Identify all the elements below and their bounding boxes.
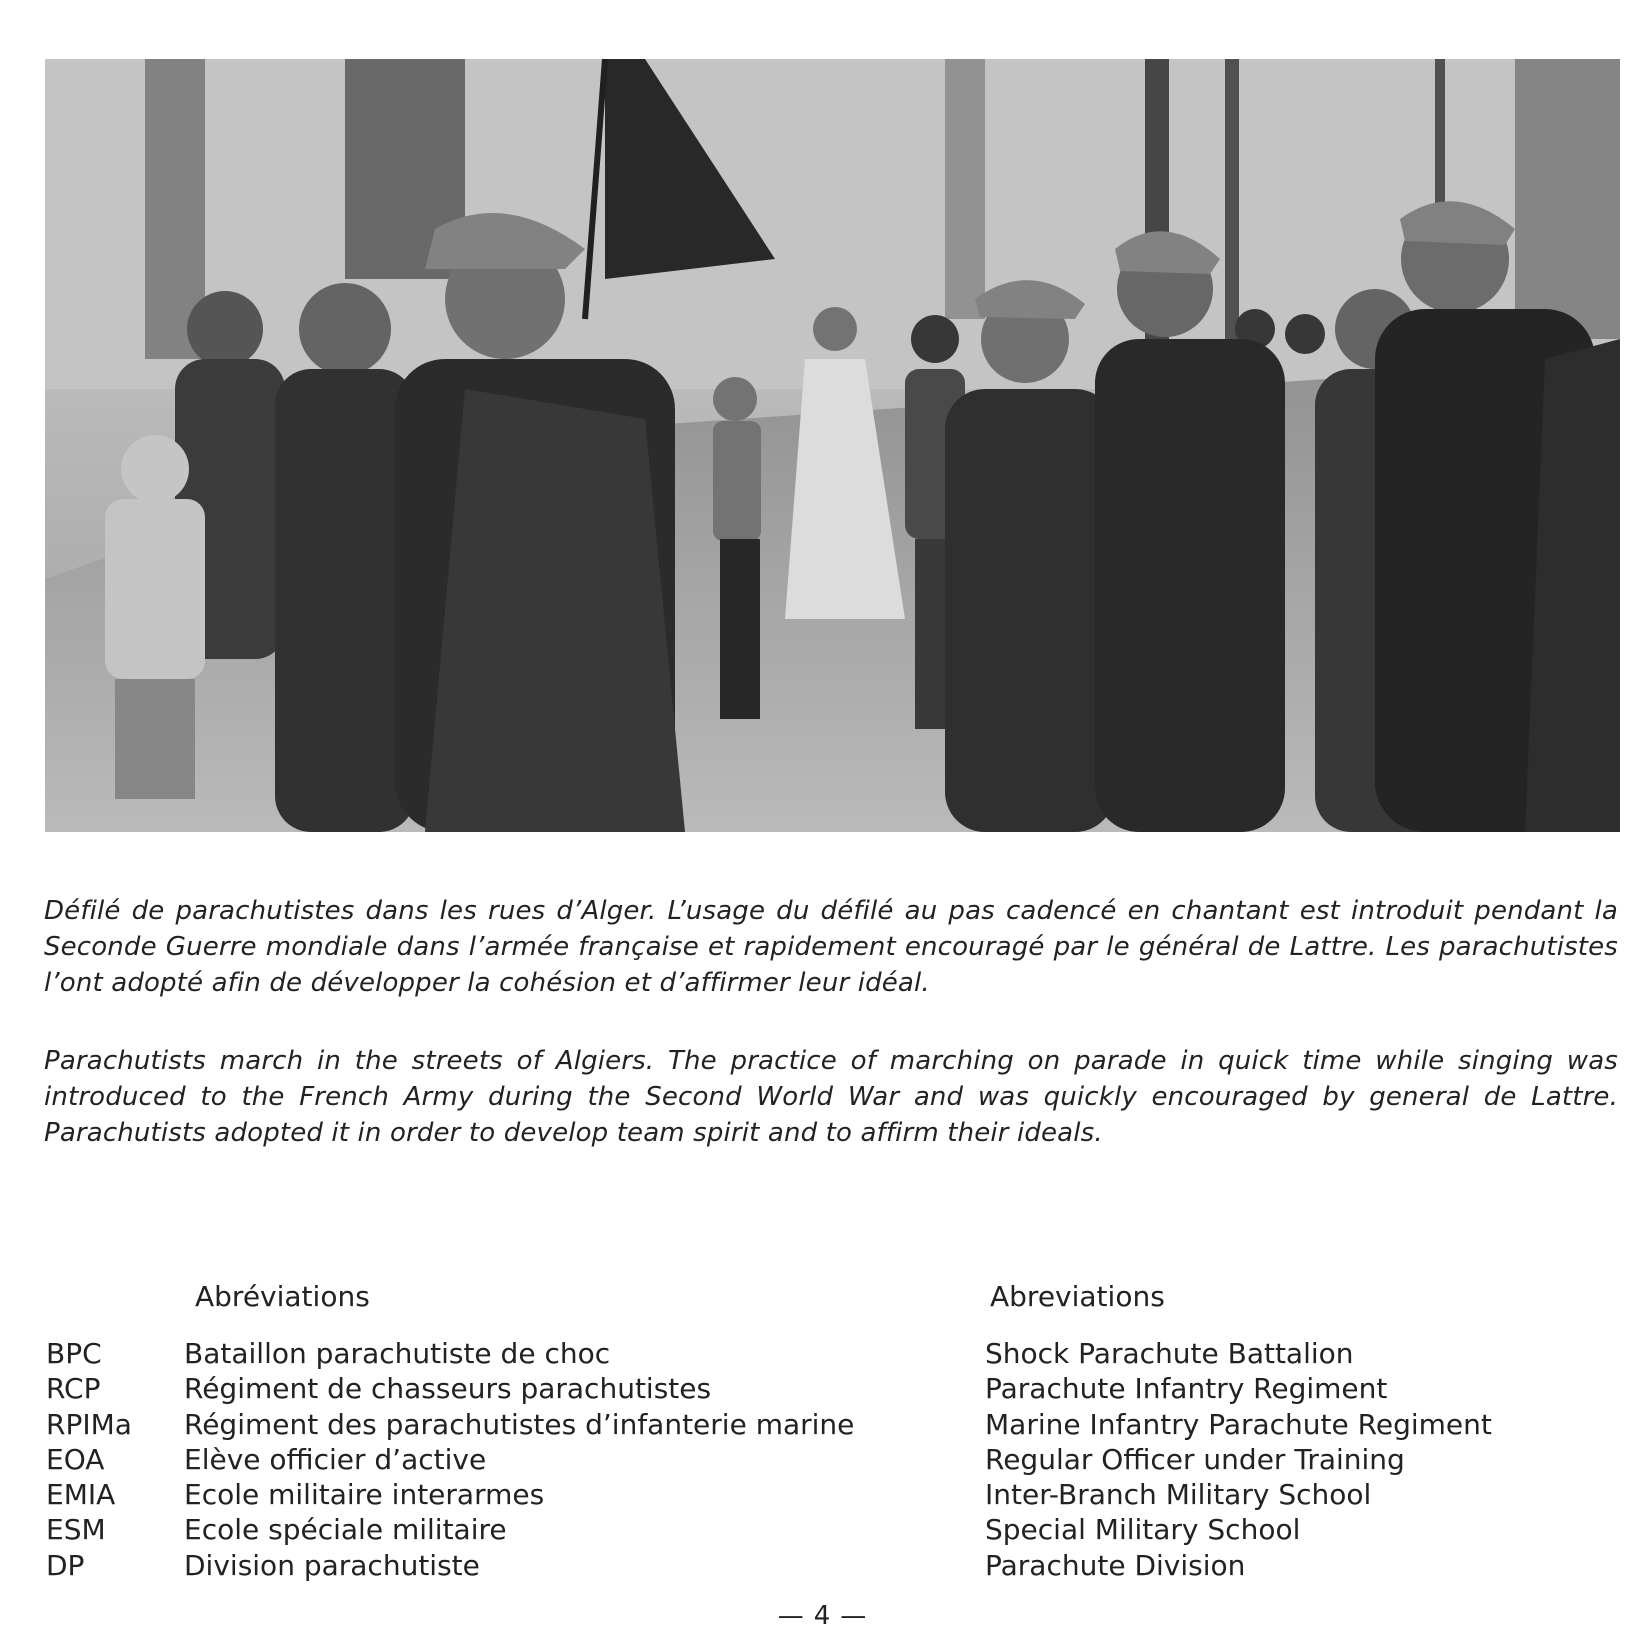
abbreviation-code: ESM bbox=[46, 1513, 106, 1547]
abbreviation-french: Régiment des parachutistes d’infanterie marine bbox=[184, 1407, 855, 1441]
abbreviation-english: Shock Parachute Battalion bbox=[985, 1337, 1354, 1370]
abbreviation-english: Marine Infantry Parachute Regiment bbox=[985, 1407, 1492, 1441]
abbreviation-code: EOA bbox=[46, 1442, 105, 1476]
abbreviations-list-english bbox=[985, 1336, 1492, 1583]
abbreviation-row bbox=[46, 1407, 854, 1442]
abbreviation-french: Ecole militaire interarmes bbox=[184, 1478, 545, 1512]
abbreviation-code: BPC bbox=[46, 1337, 102, 1370]
abbreviations-list-french bbox=[46, 1336, 854, 1583]
abbreviation-french: Ecole spéciale militaire bbox=[184, 1513, 507, 1547]
page-number bbox=[0, 1600, 1644, 1632]
abbreviation-code: EMIA bbox=[46, 1478, 116, 1512]
abbreviation-row bbox=[46, 1442, 854, 1477]
abbreviation-english: Regular Officer under Training bbox=[985, 1442, 1405, 1476]
abbreviation-row bbox=[46, 1512, 854, 1547]
abbreviation-english: Special Military School bbox=[985, 1513, 1301, 1547]
abbreviation-code: RPIMa bbox=[46, 1407, 132, 1441]
parade-photo-illustration bbox=[45, 59, 1620, 832]
abbreviations-heading-french: Abréviations bbox=[195, 1280, 370, 1313]
page-number-value: 4 bbox=[813, 1601, 831, 1631]
abbreviation-english: Parachute Division bbox=[985, 1548, 1246, 1582]
abbreviations-heading-english: Abreviations bbox=[990, 1280, 1165, 1313]
abbreviation-english: Inter-Branch Military School bbox=[985, 1478, 1372, 1512]
abbreviation-french: Bataillon parachutiste de choc bbox=[184, 1337, 611, 1370]
parade-photo bbox=[45, 59, 1620, 832]
abbreviation-row bbox=[46, 1371, 854, 1406]
page-dash-right: — bbox=[840, 1601, 867, 1631]
abbreviation-french: Division parachutiste bbox=[184, 1548, 480, 1582]
abbreviation-french: Elève officier d’active bbox=[184, 1442, 487, 1476]
caption-french: Défilé de parachutistes dans les rues d’Alger. L’usage du défilé au pas cadencé en chantant est introduit pendant la Seconde Guerre mondiale dans l’armée française et rapidement encouragé par le général de Lattre. Les parachutistes l’ont adopté afin de développer la cohésion et d’affirmer leur idéal. bbox=[44, 896, 1618, 998]
abbreviation-row bbox=[46, 1548, 854, 1583]
abbreviation-row bbox=[46, 1477, 854, 1512]
page-dash-left: — bbox=[777, 1601, 804, 1631]
abbreviation-row bbox=[46, 1336, 854, 1371]
abbreviation-french: Régiment de chasseurs parachutistes bbox=[184, 1372, 712, 1406]
abbreviation-code: RCP bbox=[46, 1372, 101, 1406]
abbreviation-code: DP bbox=[46, 1548, 85, 1582]
abbreviation-english: Parachute Infantry Regiment bbox=[985, 1372, 1388, 1406]
caption-english: Parachutists march in the streets of Algiers. The practice of marching on parade in quick time while singing was introduced to the French Army during the Second World War and was quickly encouraged by general de Lattre. Parachutists adopted it in order to develop team spirit and to affirm their ideals. bbox=[44, 1046, 1618, 1148]
